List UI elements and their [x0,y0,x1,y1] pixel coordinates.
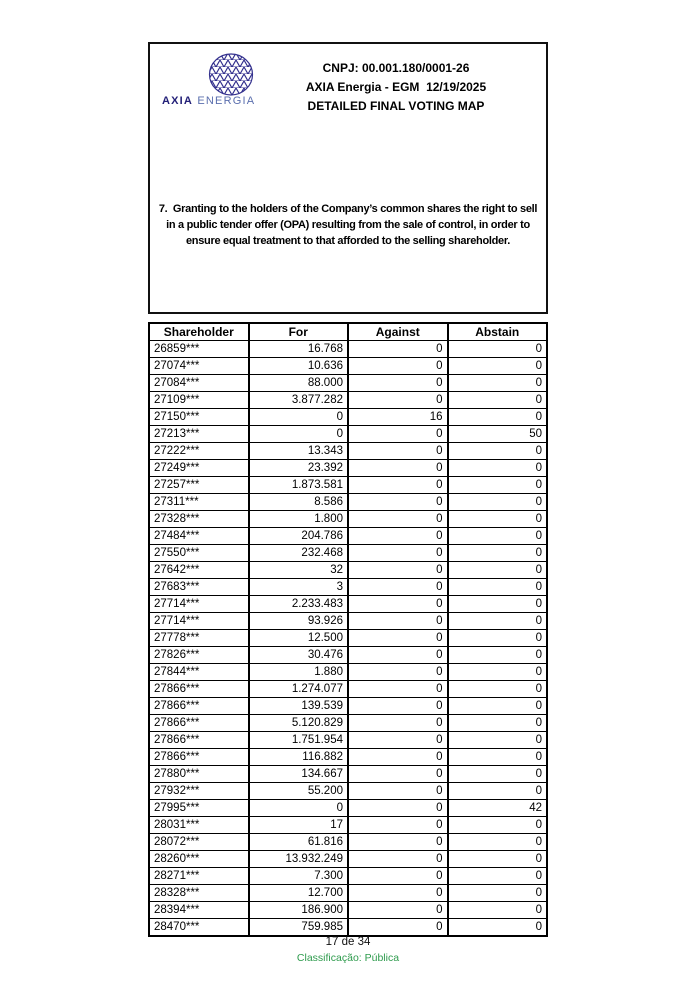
cell-abstain: 0 [448,766,548,783]
cell-for: 93.926 [249,613,349,630]
document-header-box [148,42,548,314]
cell-for: 1.880 [249,664,349,681]
cell-for: 0 [249,409,349,426]
cell-shareholder: 27222*** [149,443,249,460]
cell-abstain: 0 [448,868,548,885]
cell-against: 0 [348,545,448,562]
cell-for: 12.700 [249,885,349,902]
cell-against: 0 [348,851,448,868]
cell-abstain: 0 [448,409,548,426]
cell-shareholder: 27714*** [149,613,249,630]
cell-shareholder: 27249*** [149,460,249,477]
cell-for: 17 [249,817,349,834]
table-row [149,919,547,937]
cell-shareholder: 27109*** [149,392,249,409]
cell-against: 0 [348,596,448,613]
cell-shareholder: 28260*** [149,851,249,868]
cell-shareholder: 27778*** [149,630,249,647]
cell-against: 0 [348,681,448,698]
cell-against: 0 [348,783,448,800]
cell-against: 0 [348,817,448,834]
cell-abstain: 0 [448,664,548,681]
table-row [149,783,547,800]
header-row [149,323,547,341]
cell-shareholder: 27995*** [149,800,249,817]
col-header-shareholder: Shareholder [149,323,249,341]
cell-against: 0 [348,647,448,664]
cell-abstain: 0 [448,341,548,358]
cell-against: 0 [348,511,448,528]
cell-for: 55.200 [249,783,349,800]
cell-shareholder: 27213*** [149,426,249,443]
table-row [149,375,547,392]
table-row [149,494,547,511]
cell-against: 0 [348,919,448,937]
cell-against: 16 [348,409,448,426]
voting-table [148,322,548,937]
cell-abstain: 0 [448,732,548,749]
cell-against: 0 [348,613,448,630]
cell-against: 0 [348,766,448,783]
table-row [149,647,547,664]
cnpj-line: CNPJ: 00.001.180/0001-26 [322,61,470,75]
cell-abstain: 0 [448,494,548,511]
col-header-abstain: Abstain [448,323,548,341]
cell-shareholder: 27866*** [149,715,249,732]
cell-for: 61.816 [249,834,349,851]
cell-for: 1.873.581 [249,477,349,494]
cell-against: 0 [348,528,448,545]
cell-abstain: 0 [448,358,548,375]
cell-abstain: 0 [448,392,548,409]
cell-for: 7.300 [249,868,349,885]
cell-shareholder: 27150*** [149,409,249,426]
logo-brand-secondary: ENERGIA [197,95,256,107]
cell-shareholder: 27642*** [149,562,249,579]
table-row [149,885,547,902]
cell-abstain: 0 [448,443,548,460]
cell-for: 3 [249,579,349,596]
document-header-text [250,59,542,116]
cell-abstain: 0 [448,681,548,698]
cell-abstain: 0 [448,477,548,494]
cell-abstain: 0 [448,715,548,732]
cell-shareholder: 27880*** [149,766,249,783]
table-row [149,902,547,919]
cell-against: 0 [348,630,448,647]
cell-against: 0 [348,579,448,596]
cell-abstain: 0 [448,851,548,868]
cell-against: 0 [348,902,448,919]
cell-against: 0 [348,562,448,579]
cell-for: 12.500 [249,630,349,647]
table-row [149,392,547,409]
cell-against: 0 [348,800,448,817]
cell-shareholder: 27866*** [149,681,249,698]
cell-abstain: 0 [448,579,548,596]
table-row [149,409,547,426]
cell-shareholder: 27328*** [149,511,249,528]
voting-table-header [149,323,547,341]
cell-abstain: 0 [448,630,548,647]
logo-brand-primary: AXIA [162,95,194,107]
table-row [149,851,547,868]
cell-against: 0 [348,460,448,477]
cell-abstain: 0 [448,749,548,766]
table-row [149,613,547,630]
cell-for: 232.468 [249,545,349,562]
table-row [149,579,547,596]
cell-shareholder: 27866*** [149,698,249,715]
cell-for: 1.274.077 [249,681,349,698]
cell-for: 1.800 [249,511,349,528]
cell-for: 139.539 [249,698,349,715]
cell-shareholder: 28031*** [149,817,249,834]
table-row [149,460,547,477]
table-row [149,630,547,647]
cell-abstain: 0 [448,885,548,902]
cell-against: 0 [348,715,448,732]
cell-shareholder: 27826*** [149,647,249,664]
cell-for: 759.985 [249,919,349,937]
cell-shareholder: 27683*** [149,579,249,596]
cell-against: 0 [348,375,448,392]
table-row [149,681,547,698]
cell-for: 23.392 [249,460,349,477]
cell-shareholder: 27257*** [149,477,249,494]
cell-against: 0 [348,443,448,460]
classification-label: Classificação: Pública [296,952,400,964]
cell-against: 0 [348,885,448,902]
cell-against: 0 [348,749,448,766]
col-header-for: For [249,323,349,341]
cell-against: 0 [348,392,448,409]
cell-for: 88.000 [249,375,349,392]
voting-table-body [149,341,547,937]
cell-abstain: 0 [448,528,548,545]
cell-shareholder: 27484*** [149,528,249,545]
cell-abstain: 0 [448,902,548,919]
cell-for: 13.932.249 [249,851,349,868]
cell-for: 116.882 [249,749,349,766]
page-number: 17 de 34 [325,936,371,948]
table-row [149,715,547,732]
cell-shareholder: 27844*** [149,664,249,681]
cell-against: 0 [348,868,448,885]
cell-for: 204.786 [249,528,349,545]
axia-sphere-logo-icon [208,53,254,101]
cell-against: 0 [348,698,448,715]
cell-for: 10.636 [249,358,349,375]
cell-for: 32 [249,562,349,579]
logo-wordmark [162,95,258,107]
cell-shareholder: 26859*** [149,341,249,358]
cell-abstain: 0 [448,460,548,477]
table-row [149,664,547,681]
cell-against: 0 [348,732,448,749]
cell-shareholder: 27866*** [149,732,249,749]
cell-for: 0 [249,800,349,817]
table-row [149,766,547,783]
cell-shareholder: 27084*** [149,375,249,392]
cell-abstain: 0 [448,647,548,664]
cell-abstain: 0 [448,511,548,528]
cell-abstain: 42 [448,800,548,817]
table-row [149,443,547,460]
cell-abstain: 0 [448,817,548,834]
cell-against: 0 [348,664,448,681]
cell-abstain: 0 [448,698,548,715]
cell-shareholder: 27311*** [149,494,249,511]
cell-shareholder: 28328*** [149,885,249,902]
cell-abstain: 0 [448,783,548,800]
table-row [149,477,547,494]
cell-shareholder: 28072*** [149,834,249,851]
cell-against: 0 [348,494,448,511]
table-row [149,817,547,834]
agenda-item-7-text: 7. Granting to the holders of the Company’s common shares the right to sell in a public tender offer (OPA) resulting from the sale of control, in order to ensure equal treatment to that afforded to the selling shareholder. [158,203,540,247]
cell-for: 13.343 [249,443,349,460]
col-header-against: Against [348,323,448,341]
table-row [149,749,547,766]
cell-for: 16.768 [249,341,349,358]
cell-for: 30.476 [249,647,349,664]
meeting-line: AXIA Energia - EGM 12/19/2025 [305,80,487,94]
cell-abstain: 0 [448,919,548,937]
cell-shareholder: 27866*** [149,749,249,766]
cell-shareholder: 28271*** [149,868,249,885]
cell-shareholder: 27074*** [149,358,249,375]
cell-abstain: 0 [448,375,548,392]
cell-for: 2.233.483 [249,596,349,613]
table-row [149,562,547,579]
table-row [149,511,547,528]
table-row [149,596,547,613]
table-row [149,800,547,817]
cell-abstain: 0 [448,596,548,613]
cell-for: 3.877.282 [249,392,349,409]
cell-abstain: 50 [448,426,548,443]
cell-abstain: 0 [448,545,548,562]
cell-for: 134.667 [249,766,349,783]
cell-against: 0 [348,426,448,443]
document-title: DETAILED FINAL VOTING MAP [307,99,485,113]
cell-for: 186.900 [249,902,349,919]
table-row [149,341,547,358]
table-row [149,698,547,715]
table-row [149,545,547,562]
cell-shareholder: 27932*** [149,783,249,800]
cell-for: 5.120.829 [249,715,349,732]
cell-abstain: 0 [448,562,548,579]
cell-for: 8.586 [249,494,349,511]
cell-against: 0 [348,358,448,375]
cell-shareholder: 27550*** [149,545,249,562]
table-row [149,358,547,375]
cell-for: 0 [249,426,349,443]
table-row [149,732,547,749]
cell-against: 0 [348,834,448,851]
table-row [149,868,547,885]
cell-shareholder: 28470*** [149,919,249,937]
cell-abstain: 0 [448,834,548,851]
cell-shareholder: 27714*** [149,596,249,613]
cell-shareholder: 28394*** [149,902,249,919]
table-row [149,528,547,545]
table-row [149,834,547,851]
cell-against: 0 [348,341,448,358]
cell-for: 1.751.954 [249,732,349,749]
cell-abstain: 0 [448,613,548,630]
cell-against: 0 [348,477,448,494]
table-row [149,426,547,443]
